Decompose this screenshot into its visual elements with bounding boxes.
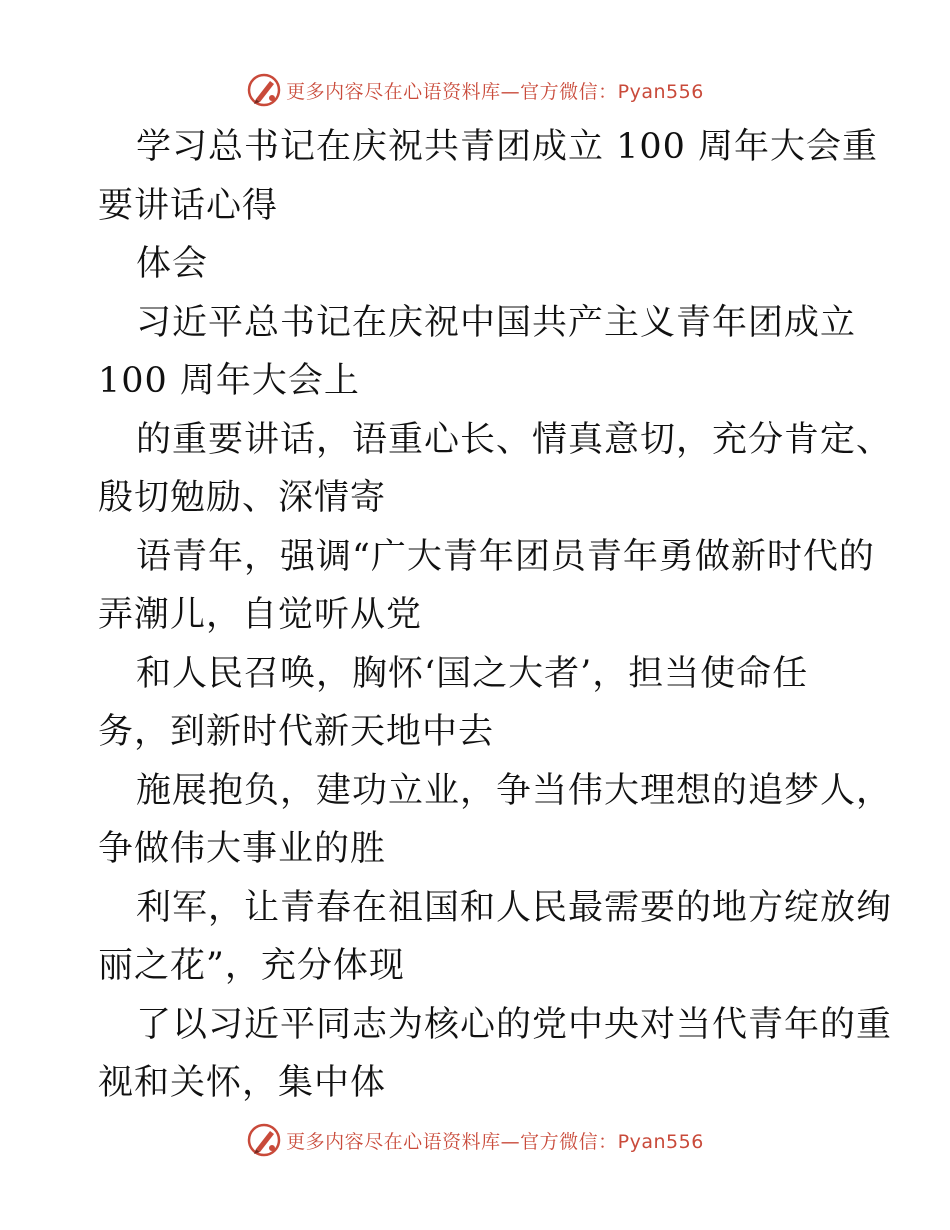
document-body (98, 118, 893, 1113)
footer-watermark (0, 1120, 950, 1160)
text-line: 争做伟大事业的胜 (98, 829, 387, 869)
text-line: 施展抱负，建功立业，争当伟大理想的追梦人， (136, 770, 893, 811)
text-line: 丽之花”，充分体现 (98, 946, 405, 986)
text-line: 和人民召唤，胸怀‘国之大者’，担当使命任 (136, 653, 809, 694)
text-line: 100 周年大会上 (98, 361, 360, 401)
text-line: 了以习近平同志为核心的党中央对当代青年的重 (136, 1004, 893, 1045)
text-line: 殷切勉励、深情寄 (98, 478, 387, 518)
text-line: 语青年，强调“广大青年团员青年勇做新时代的 (136, 536, 875, 577)
watermark-text: 更多内容尽在心语资料库—官方微信：Pyan556 (286, 1130, 704, 1153)
pen-logo-icon (246, 72, 282, 108)
header-watermark (0, 70, 950, 110)
text-line: 弄潮儿，自觉听从党 (98, 595, 423, 635)
text-line: 视和关怀，集中体 (98, 1063, 387, 1103)
text-line: 习近平总书记在庆祝中国共产主义青年团成立 (136, 302, 857, 343)
text-line: 要讲话心得 (98, 185, 279, 226)
watermark-text: 更多内容尽在心语资料库—官方微信：Pyan556 (286, 80, 704, 103)
pen-logo-icon (246, 1122, 282, 1158)
text-line: 务，到新时代新天地中去 (98, 712, 495, 752)
text-line: 学习总书记在庆祝共青团成立 100 周年大会重 (136, 127, 879, 167)
text-line: 体会 (136, 244, 209, 284)
text-line: 利军，让青春在祖国和人民最需要的地方绽放绚 (136, 887, 893, 928)
text-line: 的重要讲话，语重心长、情真意切，充分肯定、 (136, 419, 893, 460)
